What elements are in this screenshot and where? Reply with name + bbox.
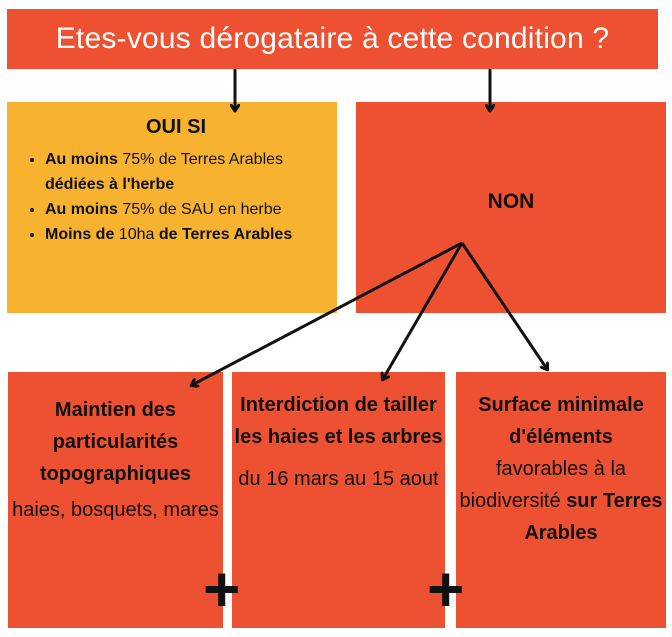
card-2-title: Interdiction de tailler les haies et les arbres: [234, 394, 443, 448]
oui-title: OUI SI: [145, 116, 206, 138]
oui-item-2: • Au moins 75% de SAU en herbe: [45, 197, 327, 222]
card-1-subtitle: haies, bosquets, mares: [12, 499, 219, 521]
card-hedge-trimming-ban: [232, 372, 445, 628]
card-3-title: Surface minimale d'éléments: [478, 394, 644, 448]
oui-item-3: • Moins de 10ha de Terres Arables: [45, 222, 327, 247]
card-3-subtitle: favorables à la biodiversité sur Terres Arables: [459, 458, 663, 544]
card-3-bold-tail: sur Terres Arables: [524, 490, 663, 544]
oui-item-1: • Au moins 75% de Terres Arables dédiées à l'herbe: [45, 147, 327, 197]
card-biodiversity-surface: [456, 372, 666, 628]
card-2-subtitle: du 16 mars au 15 aout: [238, 468, 439, 490]
title-text: Etes-vous dérogataire à cette condition ?: [55, 22, 610, 55]
plus-icon: +: [427, 553, 465, 625]
non-label: NON: [487, 190, 535, 213]
card-topographic-features: [8, 372, 223, 628]
non-box: [356, 102, 666, 313]
card-1-title: Maintien des particularités topographiques: [39, 399, 192, 485]
oui-box: [7, 102, 337, 313]
oui-conditions-list: [25, 147, 327, 247]
plus-icon: +: [203, 553, 241, 625]
title-banner: [7, 9, 658, 69]
